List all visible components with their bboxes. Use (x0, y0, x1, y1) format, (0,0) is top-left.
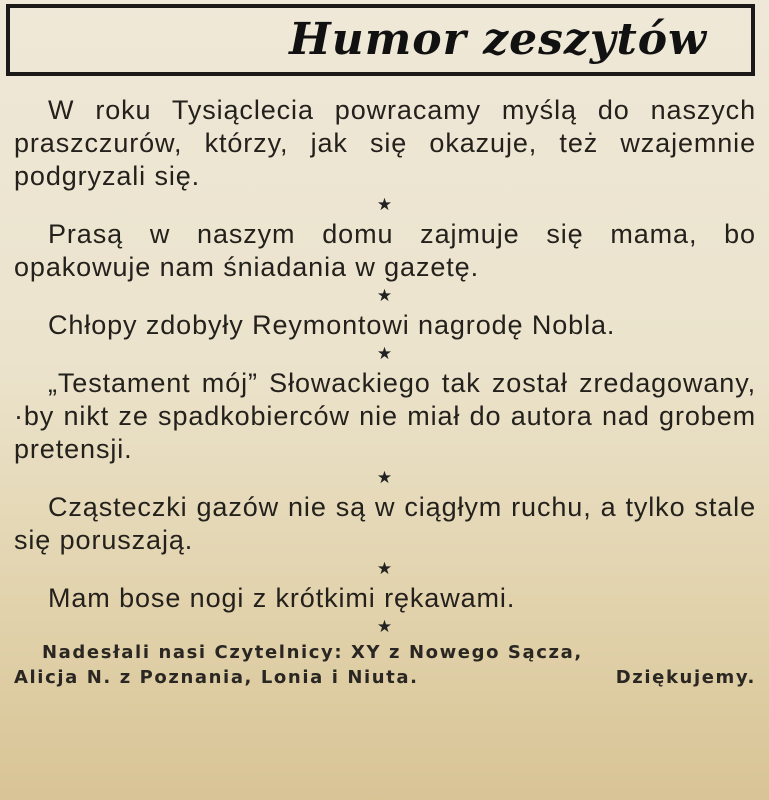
joke-6-line-1: Mam bose nogi z krótkimi rękawami. (48, 583, 516, 613)
contributors-credit (14, 640, 756, 690)
joke-paragraph-5 (14, 491, 756, 557)
joke-1-line-3: też wzajemnie podgryzali się. (14, 128, 756, 191)
credit-names: Alicja N. z Poznania, Lonia i Niuta. (14, 667, 419, 688)
star-separator-icon: ★ (376, 468, 394, 487)
column-header (6, 4, 755, 76)
joke-4-line-1: „Testament mój” Słowackiego tak został (48, 368, 568, 398)
joke-paragraph-6 (14, 582, 756, 615)
joke-5-line-1: Cząsteczki gazów nie są w ciągłym ruchu, (48, 492, 592, 522)
credit-thanks: Dziękujemy. (615, 667, 756, 688)
column-title: Humor zeszytów (289, 14, 707, 65)
joke-paragraph-4 (14, 367, 756, 466)
joke-4-line-2: zredagowany, ·by nikt ze spadkobierców nie (14, 368, 756, 431)
joke-paragraph-2 (14, 218, 756, 284)
star-separator-icon: ★ (376, 559, 394, 578)
joke-paragraph-1 (14, 94, 756, 193)
joke-5-line-2: a tylko stale się poruszają. (14, 492, 756, 555)
credit-line-2 (14, 665, 756, 690)
joke-3-line-1: Chłopy zdobyły Reymontowi nagrodę Nobla. (48, 310, 616, 340)
joke-1-line-1: W roku Tysiąclecia powracamy myślą do (48, 95, 630, 125)
credit-line-1: Nadesłali nasi Czytelnicy: XY z Nowego Sącza, (42, 642, 583, 663)
star-separator-icon: ★ (376, 286, 394, 305)
star-separator-icon: ★ (376, 344, 394, 363)
joke-1-line-2: naszych praszczurów, którzy, jak się okazuje, (14, 95, 756, 158)
column-body (14, 94, 756, 690)
star-separator-icon: ★ (376, 195, 394, 214)
joke-paragraph-3 (14, 309, 756, 342)
joke-2-line-1: Prasą w naszym domu zajmuje się mama, (48, 219, 698, 249)
joke-2-line-2: bo opakowuje nam śniadania w gazetę. (14, 219, 756, 282)
star-separator-icon: ★ (376, 617, 394, 636)
joke-4-line-3: miał do autora nad grobem pretensji. (14, 401, 757, 464)
